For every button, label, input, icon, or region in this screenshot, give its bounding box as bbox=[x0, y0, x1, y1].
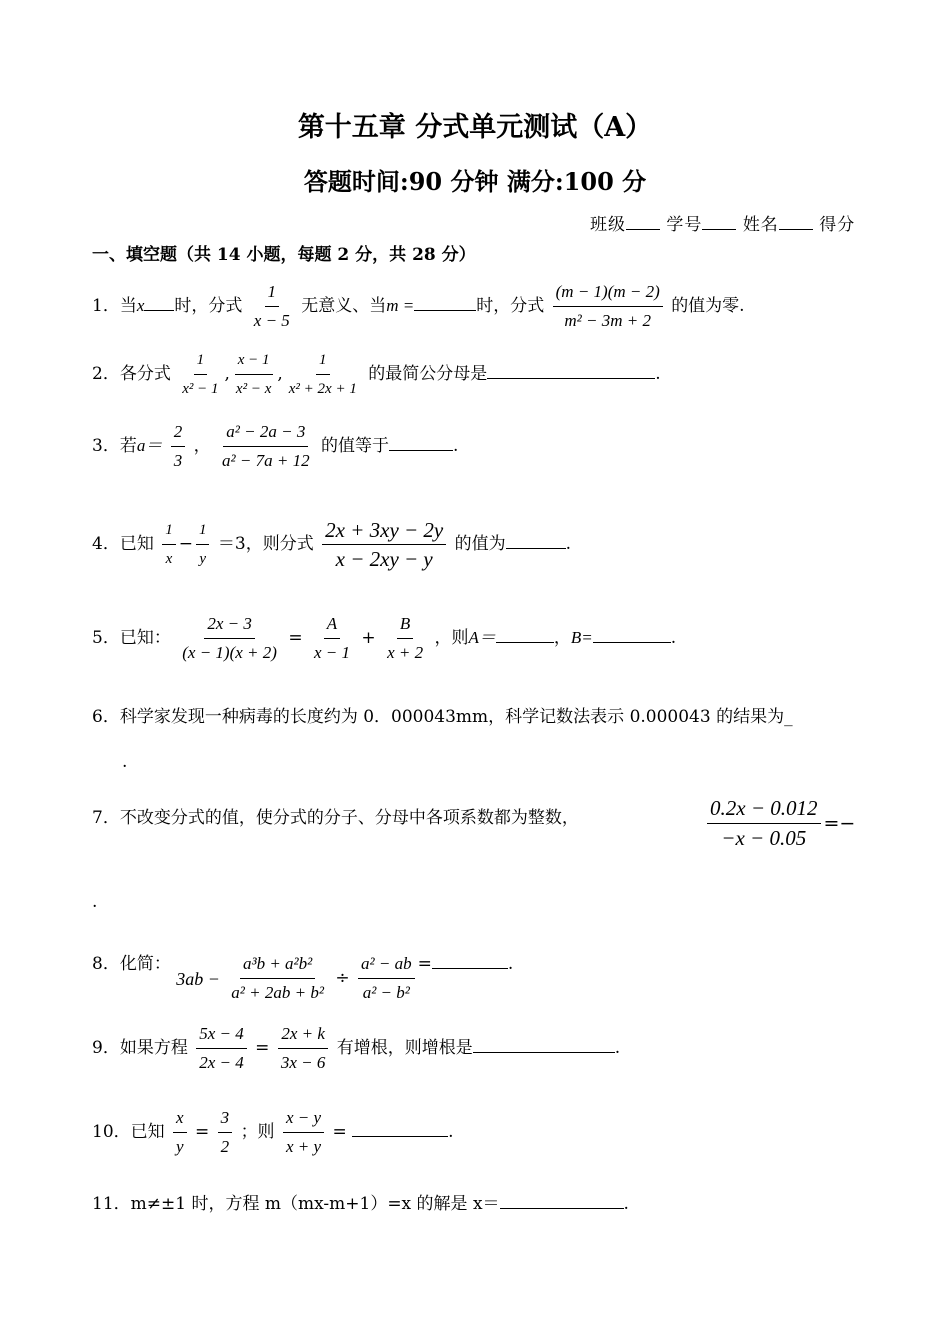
question-8: 8．化简： 3ab − $\frac{\text{a³b + a²b²}}{\text{a² + 2ab + b²}}$ ÷ $\frac{\text{a² − ab}}{\text{a² − b²}}$ = . bbox=[92, 938, 513, 991]
q10-fraction-2: $\frac{3}{2}$ bbox=[218, 1106, 233, 1159]
question-3: 3．若a＝ $\frac{2}{3}$ ， $\frac{\text{a² − 2a − 3}}{\text{a² − 7a + 12}}$ 的值等于 . bbox=[92, 420, 458, 473]
score-label: 得分 bbox=[819, 215, 856, 235]
q4-fraction-2: $\frac{1}{y}$ bbox=[196, 518, 210, 571]
page-title: 第十五章 分式单元测试（A） bbox=[297, 112, 653, 143]
q3-fraction-2: $\frac{\text{a² − 2a − 3}}{\text{a² − 7a + 12}}$ bbox=[222, 422, 310, 470]
q4-blank[interactable] bbox=[506, 534, 566, 549]
number-label: 学号 bbox=[666, 215, 703, 235]
page-subtitle: 答题时间:90 分钟 满分:100 分 bbox=[303, 167, 647, 196]
q5-fraction-3: $\frac{B}{x + 2}$ bbox=[387, 614, 424, 662]
question-11: 11．m≠±1 时，方程 m（mx-m+1）=x 的解是 x＝ . bbox=[92, 1194, 629, 1214]
q4-fraction-3: $\frac{2x + 3xy - 2y}{x - 2xy - y}$ bbox=[322, 518, 446, 571]
question-6-end: . bbox=[122, 752, 128, 772]
q8-fraction-2: $\frac{\text{a² − ab}}{\text{a² − b²}}$ bbox=[358, 952, 415, 1005]
q11-blank[interactable] bbox=[500, 1194, 624, 1209]
question-7-end: . bbox=[92, 892, 98, 912]
q8-fraction-1: $\frac{\text{a³b + a²b²}}{\text{a² + 2ab + b²}}$ bbox=[231, 954, 324, 1002]
question-4: 4．已知 $\frac{1}{x}$ − $\frac{1}{y}$ ＝3，则分式 $\frac{2x + 3xy - 2y}{x - 2xy - y}$ 的值为 . bbox=[92, 518, 572, 571]
class-label: 班级 bbox=[590, 215, 626, 235]
q2-fraction-3: $\frac{1}{\text{x² + 2x + 1}}$ bbox=[286, 348, 360, 401]
name-label: 姓名 bbox=[742, 215, 779, 235]
q9-blank[interactable] bbox=[473, 1038, 615, 1053]
number-blank[interactable] bbox=[702, 215, 736, 230]
question-10: 10．已知 $\frac{x}{y}$ = $\frac{3}{2}$ ；则 $\frac{x - y}{x + y}$ = . bbox=[92, 1106, 454, 1159]
q1-blank-2[interactable] bbox=[414, 296, 476, 311]
q1-fraction-1: $\frac{1}{x - 5}$ bbox=[253, 282, 290, 330]
q5-blank-b[interactable] bbox=[593, 628, 671, 643]
q10-fraction-3: $\frac{x - y}{x + y}$ bbox=[283, 1106, 324, 1159]
q3-fraction-1: $\frac{2}{3}$ bbox=[171, 420, 186, 473]
q5-fraction-1: $\frac{2x - 3}{(x - 1)(x + 2)}$ bbox=[182, 614, 277, 662]
q9-fraction-1: $\frac{5x - 4}{2x - 4}$ bbox=[196, 1022, 247, 1075]
question-1: 1．当x 时，分式 $\frac{1}{x - 5}$ 无意义、当m = 时，分式 $\frac{(m - 1)(m - 2)}{\text{m² − 3m + 2}}$ 的值为零. bbox=[92, 280, 745, 333]
student-info bbox=[590, 210, 855, 235]
q2-fraction-2: $\frac{x - 1}{\text{x² − x}}$ bbox=[233, 348, 274, 401]
question-2: 2．各分式 $\frac{1}{\text{x² − 1}}$ , $\frac{x - 1}{\text{x² − x}}$ , $\frac{1}{\text{x² + 2x + 1}}$ 的最简公分母是 . bbox=[92, 348, 661, 401]
q5-fraction-2: $\frac{A}{x - 1}$ bbox=[313, 614, 351, 662]
question-7-fraction: $\frac{0.2x - 0.012}{-x - 0.05}$ =− bbox=[704, 796, 855, 851]
q1-fraction-2: $\frac{(m - 1)(m - 2)}{\text{m² − 3m + 2}}$ bbox=[553, 280, 663, 333]
question-6: 6．科学家发现一种病毒的长度约为 0．000043mm，科学记数法表示 0.000043 的结果为_ bbox=[92, 707, 793, 727]
q8-blank[interactable] bbox=[432, 954, 508, 969]
q10-fraction-1: $\frac{x}{y}$ bbox=[173, 1106, 187, 1159]
q2-blank[interactable] bbox=[487, 364, 655, 379]
section-heading: 一、填空题（共 14 小题，每题 2 分，共 28 分） bbox=[92, 245, 476, 265]
name-blank[interactable] bbox=[779, 215, 813, 230]
class-blank[interactable] bbox=[626, 215, 660, 230]
q9-fraction-2: $\frac{2x + k}{3x - 6}$ bbox=[278, 1022, 329, 1075]
q3-blank[interactable] bbox=[389, 436, 453, 451]
question-9: 9．如果方程 $\frac{5x - 4}{2x - 4}$ = $\frac{2x + k}{3x - 6}$ 有增根，则增根是 . bbox=[92, 1022, 620, 1075]
q1-blank-1[interactable] bbox=[144, 296, 174, 311]
q2-fraction-1: $\frac{1}{\text{x² − 1}}$ bbox=[179, 348, 221, 401]
q5-blank-a[interactable] bbox=[496, 628, 554, 643]
q4-fraction-1: $\frac{1}{x}$ bbox=[162, 518, 176, 571]
question-7: 7．不改变分式的值，使分式的分子、分母中各项系数都为整数， bbox=[92, 808, 579, 828]
q10-blank[interactable] bbox=[352, 1122, 448, 1137]
question-5: 5．已知： $\frac{2x - 3}{(x - 1)(x + 2)}$ = $\frac{A}{x - 1}$ + $\frac{B}{x + 2}$ ，则A＝ ，B= . bbox=[92, 612, 676, 665]
